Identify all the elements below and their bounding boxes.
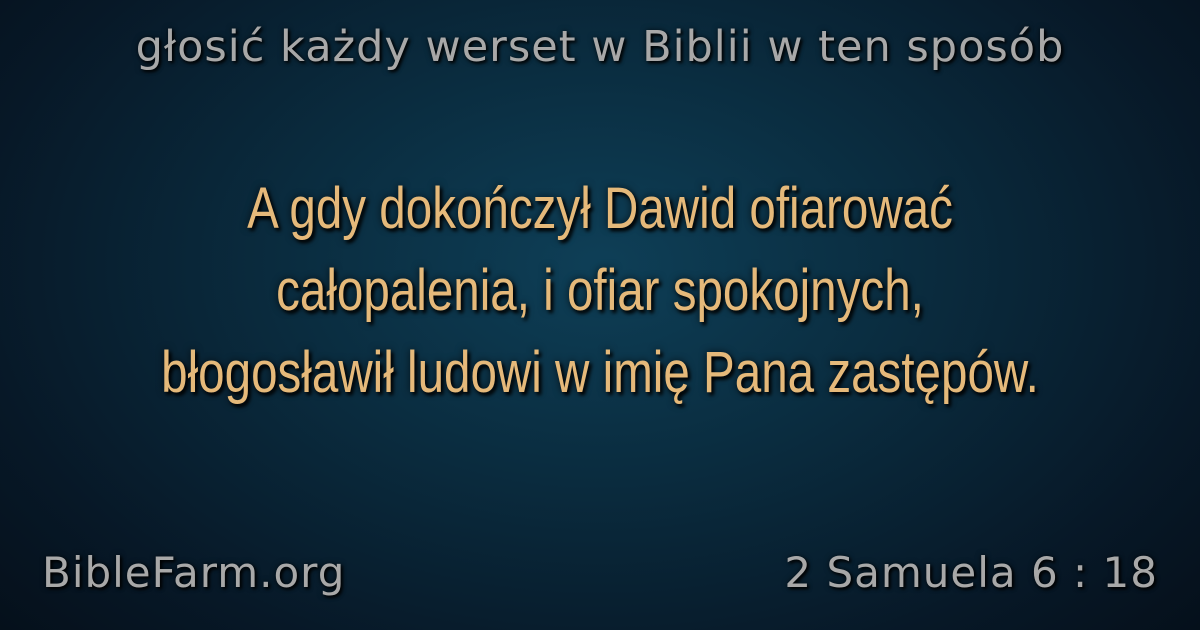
verse-line: całopalenia, i ofiar spokojnych,: [276, 258, 924, 323]
verse-line: A gdy dokończył Dawid ofiarować: [247, 176, 953, 241]
verse-line: błogosławił ludowi w imię Pana zastępów.: [161, 340, 1039, 405]
verse-reference: 2 Samuela 6 : 18: [784, 548, 1158, 597]
verse-text: [141, 168, 1059, 414]
tagline: głosić każdy werset w Biblii w ten sposób: [135, 22, 1065, 72]
site-name: BibleFarm.org: [42, 548, 346, 597]
